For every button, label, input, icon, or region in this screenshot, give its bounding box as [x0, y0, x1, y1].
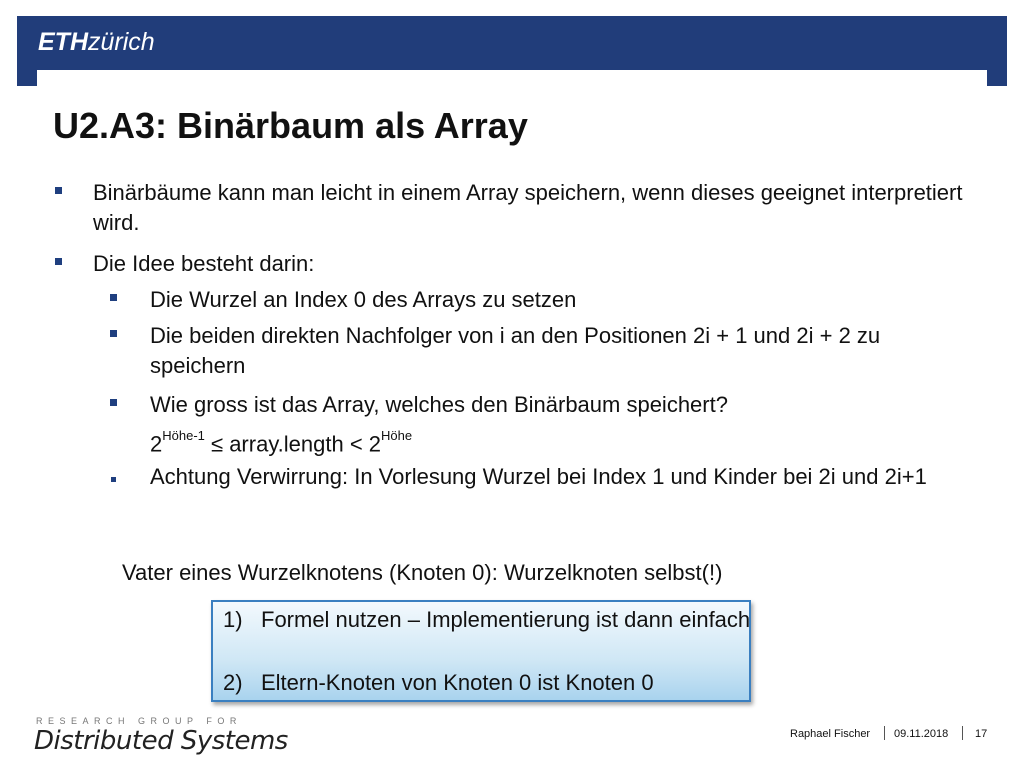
bullet-square-icon	[55, 187, 62, 194]
header-bar-stub-left	[17, 70, 37, 86]
eth-logo-eth: ETH	[38, 28, 88, 56]
footer-separator	[884, 726, 885, 740]
formula-exponent-right: Höhe	[381, 428, 413, 443]
header-bar-stub-right	[987, 70, 1007, 86]
header-bar	[17, 16, 1007, 70]
answer-box	[211, 600, 751, 702]
slide-title: U2.A3: Binärbaum als Array	[53, 105, 528, 146]
sub-bullet-text: Die Wurzel an Index 0 des Arrays zu setzen	[150, 287, 577, 312]
footer-date: 09.11.2018	[894, 728, 949, 740]
bullet-text: Die Idee besteht darin:	[93, 251, 315, 276]
sub-bullet-square-icon	[111, 477, 116, 482]
eth-zurich-logo	[38, 26, 155, 58]
answer-text: Formel nutzen – Implementierung ist dann einfach	[261, 607, 751, 632]
formula-base-left: 2	[150, 431, 163, 457]
bullet-text: Binärbäume kann man leicht in einem Array speichern, wenn dieses geeignet interpretiert wird.	[93, 180, 963, 235]
footer-separator	[962, 726, 963, 740]
footer-author: Raphael Fischer	[790, 728, 871, 740]
sub-bullet-square-icon	[110, 330, 117, 337]
sub-bullet-text: Achtung Verwirrung: In Vorlesung Wurzel bei Index 1 und Kinder bei 2i und 2i+1	[150, 464, 927, 489]
research-group-label: RESEARCH GROUP FOR	[36, 716, 242, 726]
bullet-square-icon	[55, 258, 62, 265]
sub-bullet-square-icon	[110, 399, 117, 406]
sub-bullet-square-icon	[110, 294, 117, 301]
sub-bullet-text: Die beiden direkten Nachfolger von i an den Positionen 2i + 1 und 2i + 2 zu speichern	[150, 323, 881, 378]
research-group-name: Distributed Systems	[34, 726, 288, 756]
root-parent-note: Vater eines Wurzelknotens (Knoten 0): Wurzelknoten selbst(!)	[122, 560, 723, 585]
answer-number: 1)	[223, 607, 243, 632]
answer-text: Eltern-Knoten von Knoten 0 ist Knoten 0	[261, 670, 654, 695]
sub-bullet-text: Wie gross ist das Array, welches den Binärbaum speichert?	[150, 392, 728, 417]
formula-middle: ≤ array.length < 2	[204, 431, 382, 457]
formula-exponent-left: Höhe-1	[162, 428, 205, 443]
array-size-formula	[150, 424, 412, 459]
eth-logo-zurich: zürich	[88, 28, 155, 56]
answer-number: 2)	[223, 670, 243, 695]
footer-page-number: 17	[975, 728, 988, 740]
